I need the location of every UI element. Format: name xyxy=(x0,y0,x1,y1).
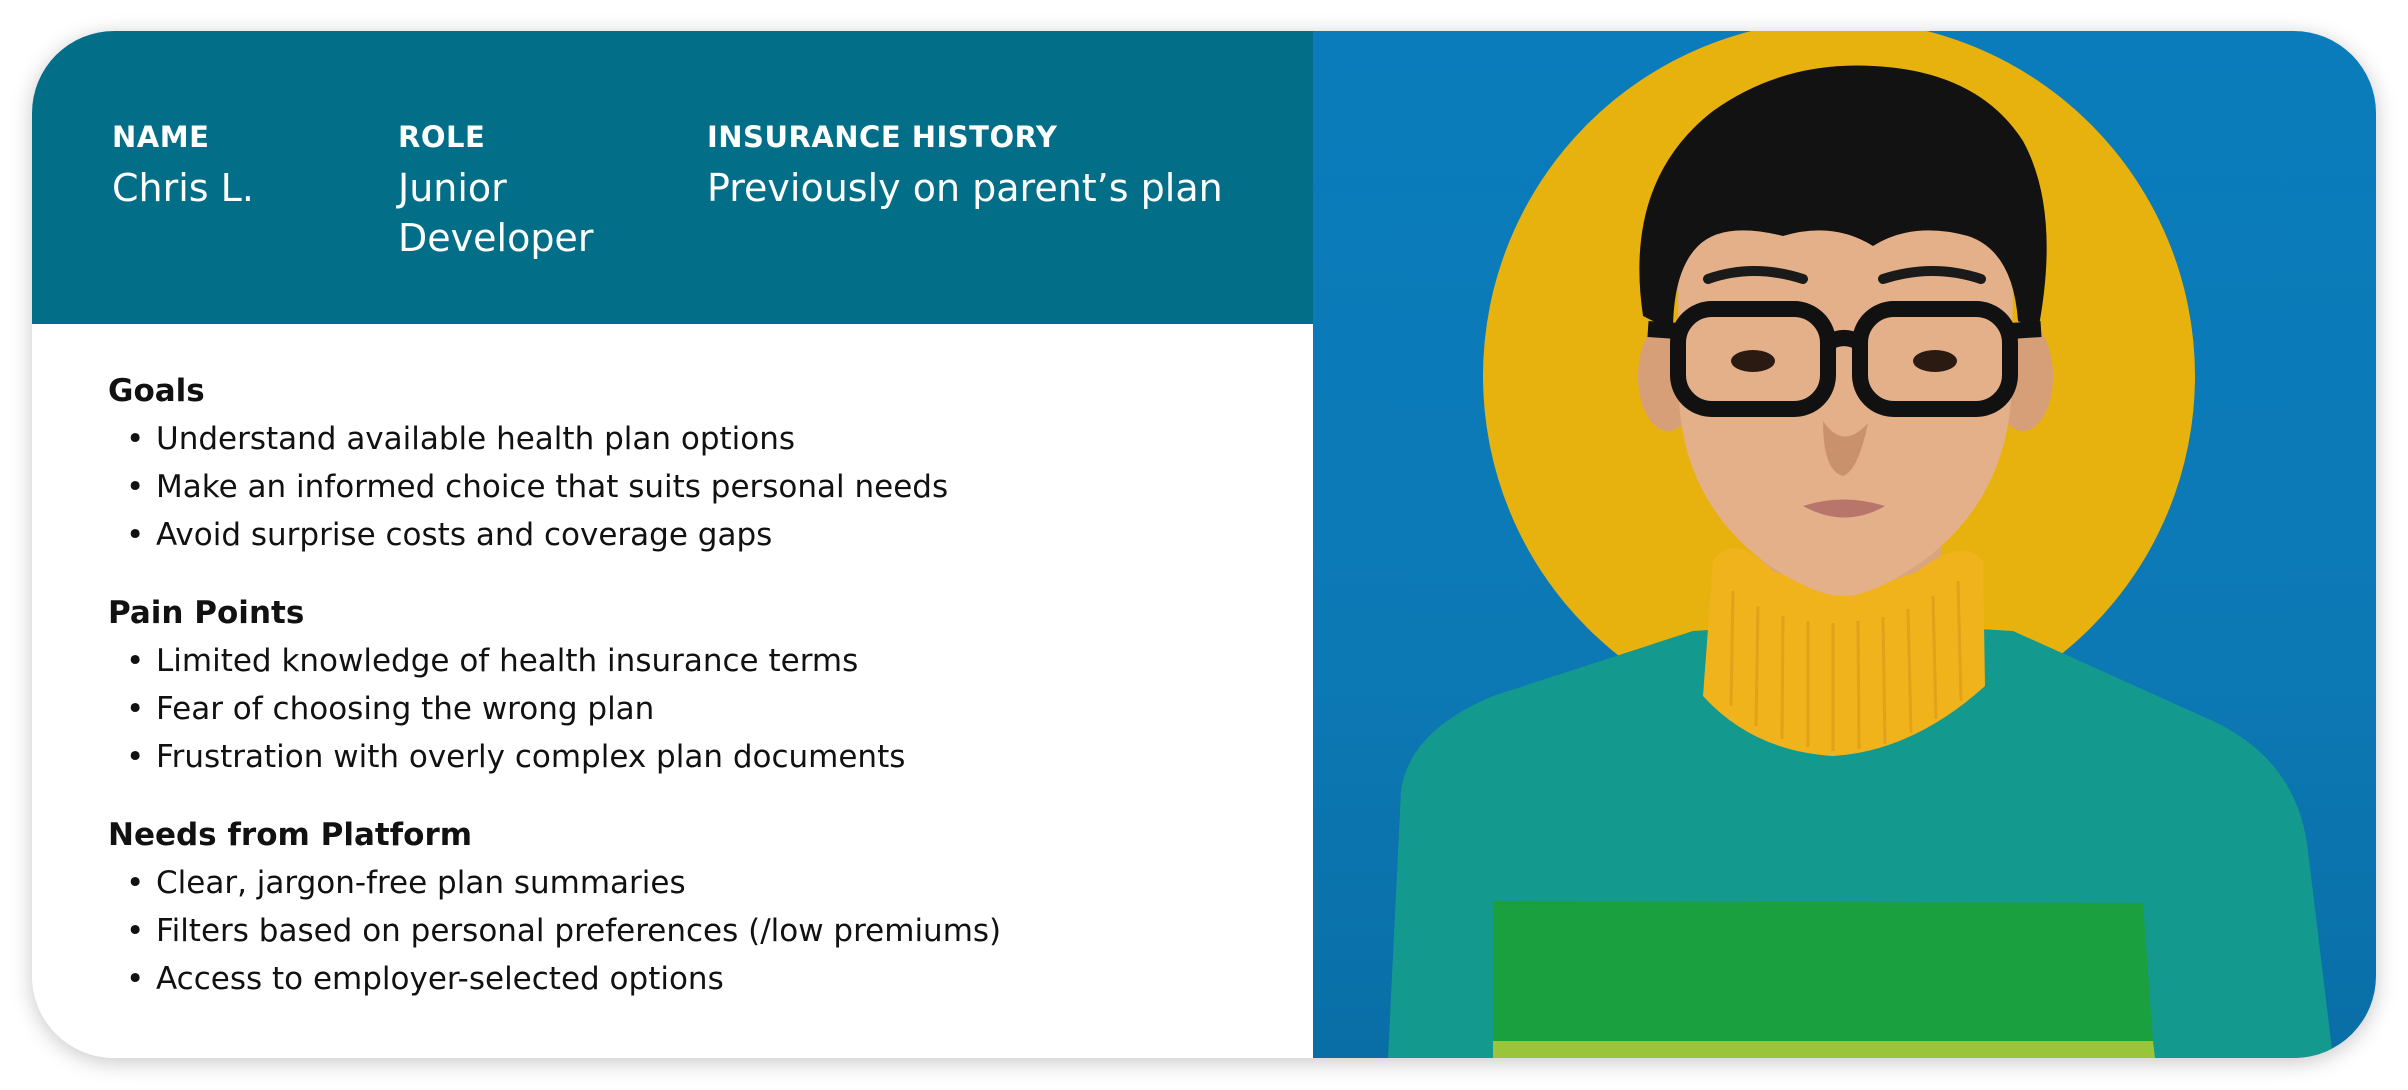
list-item xyxy=(108,685,1288,733)
bullet-icon: • xyxy=(126,421,145,457)
list-item xyxy=(108,415,1288,463)
list-item xyxy=(108,907,1288,955)
bullet-icon: • xyxy=(126,691,145,727)
persona-details xyxy=(108,371,1288,1003)
persona-photo xyxy=(1313,31,2376,1058)
sweater-bottom-stripe xyxy=(1493,1041,2155,1058)
list-item-text: Filters based on personal preferences (/low premiums) xyxy=(156,913,1002,949)
role-value: Junior Developer xyxy=(398,166,594,260)
role-label: ROLE xyxy=(398,120,486,154)
name-field xyxy=(112,119,362,213)
sweater-stripe xyxy=(1493,901,2153,1041)
list-item xyxy=(108,859,1288,907)
bullet-icon: • xyxy=(126,469,145,505)
list-item xyxy=(108,733,1288,781)
needs-list xyxy=(108,859,1288,1003)
bullet-icon: • xyxy=(126,643,145,679)
list-item xyxy=(108,637,1288,685)
pain-points-title: Pain Points xyxy=(108,595,305,631)
list-item-text: Limited knowledge of health insurance terms xyxy=(156,643,859,679)
list-item xyxy=(108,955,1288,1003)
list-item xyxy=(108,511,1288,559)
list-item xyxy=(108,463,1288,511)
right-eye xyxy=(1913,350,1957,372)
insurance-history-value: Previously on parent’s plan xyxy=(707,166,1223,210)
list-item-text: Fear of choosing the wrong plan xyxy=(156,691,655,727)
name-label: NAME xyxy=(112,120,210,154)
persona-card xyxy=(32,31,2376,1058)
list-item-text: Clear, jargon-free plan summaries xyxy=(156,865,686,901)
list-item-text: Frustration with overly complex plan documents xyxy=(156,739,906,775)
left-eye xyxy=(1731,350,1775,372)
list-item-text: Avoid surprise costs and coverage gaps xyxy=(156,517,773,553)
bullet-icon: • xyxy=(126,913,145,949)
pain-points-section xyxy=(108,593,1288,781)
list-item-text: Understand available health plan options xyxy=(156,421,796,457)
pain-points-list xyxy=(108,637,1288,781)
name-value: Chris L. xyxy=(112,166,254,210)
bullet-icon: • xyxy=(126,865,145,901)
goals-list xyxy=(108,415,1288,559)
goals-section xyxy=(108,371,1288,559)
list-item-text: Make an informed choice that suits personal needs xyxy=(156,469,949,505)
list-item-text: Access to employer-selected options xyxy=(156,961,724,997)
bullet-icon: • xyxy=(126,961,145,997)
portrait-illustration xyxy=(1313,31,2376,1058)
needs-title: Needs from Platform xyxy=(108,817,473,853)
bullet-icon: • xyxy=(126,739,145,775)
bullet-icon: • xyxy=(126,517,145,553)
role-field xyxy=(398,119,648,263)
needs-section xyxy=(108,815,1288,1003)
goals-title: Goals xyxy=(108,373,205,409)
insurance-history-field xyxy=(707,119,1267,213)
insurance-history-label: INSURANCE HISTORY xyxy=(707,120,1058,154)
persona-header xyxy=(32,31,1313,324)
persona-info-panel xyxy=(32,31,1313,1058)
